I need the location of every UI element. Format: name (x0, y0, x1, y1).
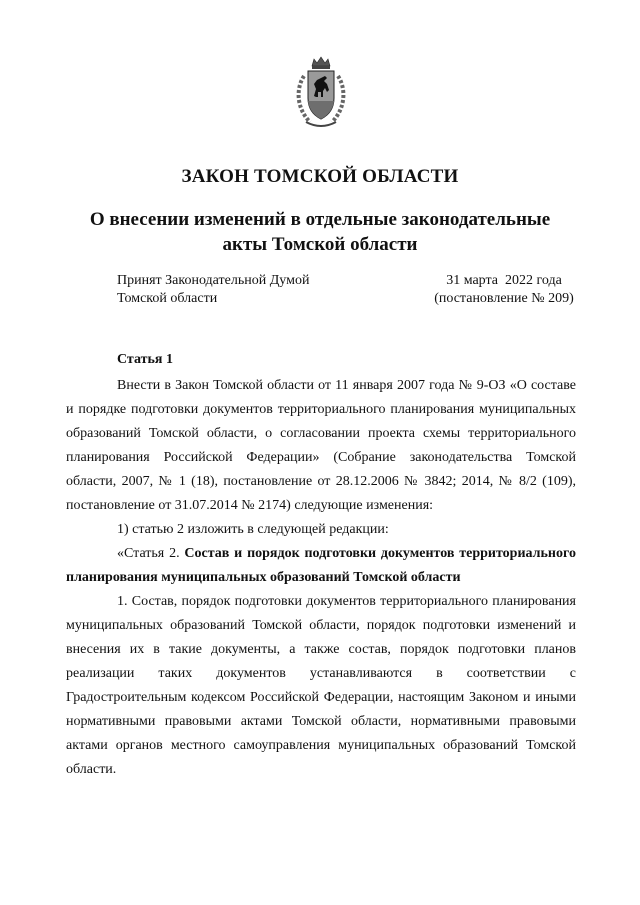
adopted-by-line-2: Томской области (117, 291, 218, 306)
subtitle-line-2: акты Томской области (222, 234, 418, 255)
subtitle-line-1: О внесении изменений в отдельные законодательные (89, 209, 551, 230)
quoted-article-title: Состав и порядок подготовки документов территориального планирования муниципальных образований Томской области (66, 546, 576, 585)
resolution-number: (постановление № 209) (434, 291, 574, 306)
adoption-info (117, 272, 309, 308)
coat-of-arms-icon (290, 56, 352, 132)
law-subtitle (0, 207, 640, 257)
quoted-paragraph-1: 1. Состав, порядок подготовки документов территориального планирования муниципальных образований Томской области, порядок подготовки изменений и внесения их в такие документы, а также состав, порядок подготовки планов реализации таких документов устанавливаются в соответствии с Градостроительным кодексом Российской Федерации, настоящим Законом и иными нормативными правовыми актами Томской области, нормативными правовыми актами органов местного самоуправления муниципальных образований Томской области. (66, 594, 576, 777)
quoted-article-prefix: «Статья 2. (117, 546, 185, 561)
law-title: ЗАКОН ТОМСКОЙ ОБЛАСТИ (181, 166, 459, 187)
article-intro: Внести в Закон Томской области от 11 января 2007 года № 9-ОЗ «О составе и порядке подготовки документов территориального планирования муниципальных образований Томской области, о согласовании проекта схемы территориального планирования Российской Федерации» (Собрание законодательства Томской области, 2007, № 1 (18), постановление от 28.12.2006 № 3842; 2014, № 8/2 (109), постановление от 31.07.2014 № 2174) следующие изменения: (66, 378, 576, 513)
article-heading: Статья 1 (117, 352, 173, 367)
adopted-by-line-1: Принят Законодательной Думой (117, 273, 310, 288)
adoption-date: 31 марта 2022 года (446, 273, 562, 288)
amendment-item-1: 1) статью 2 изложить в следующей редакции: (117, 522, 389, 537)
adoption-date-info (428, 272, 580, 308)
law-body (66, 348, 576, 782)
quoted-article-heading (66, 542, 576, 590)
